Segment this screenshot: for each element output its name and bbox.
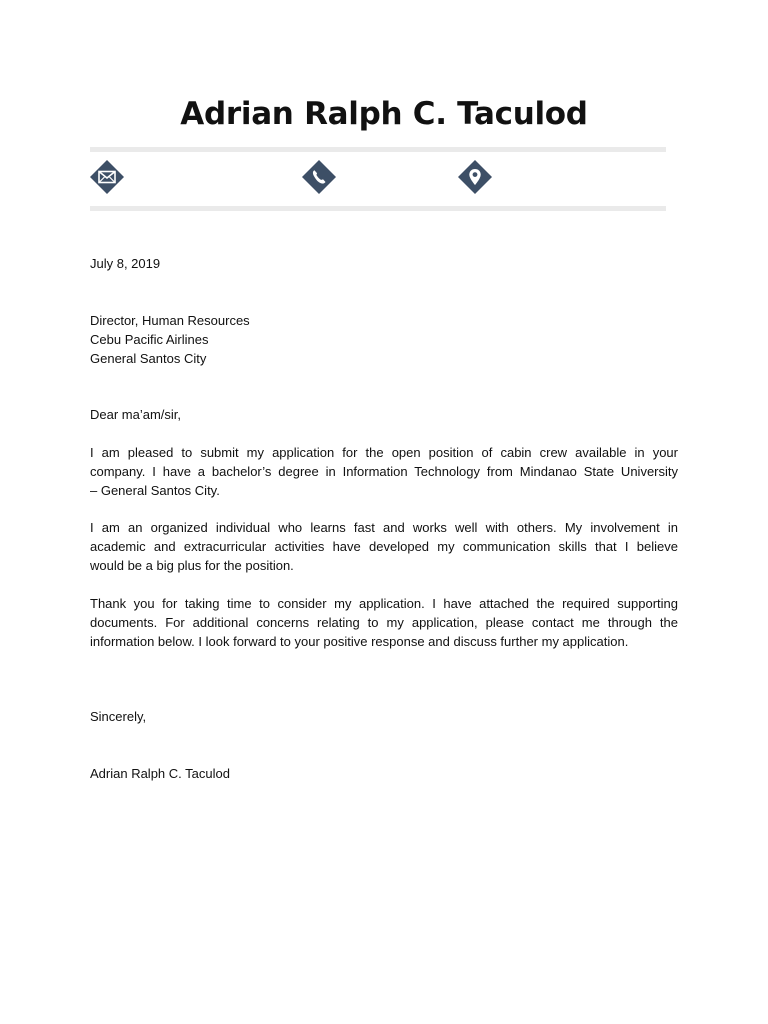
- recipient-title: Director, Human Resources: [90, 313, 250, 328]
- salutation: Dear ma’am/sir,: [90, 407, 182, 422]
- paragraph-line: information below. I look forward to your positive response and discuss further my application.: [90, 634, 629, 649]
- recipient-company: Cebu Pacific Airlines: [90, 332, 209, 347]
- envelope-icon: [90, 160, 124, 194]
- header-bottom-rule: [90, 206, 666, 211]
- paragraph-line: I am an organized individual who learns fast and works well with others. My involvement in: [90, 520, 678, 535]
- applicant-name-heading: Adrian Ralph C. Taculod: [180, 96, 588, 132]
- phone-icon: [302, 160, 336, 194]
- paragraph-line: I am pleased to submit my application for the open position of cabin crew available in your: [90, 445, 678, 460]
- paragraph-line: would be a big plus for the position.: [90, 558, 294, 573]
- paragraph-line: – General Santos City.: [90, 483, 220, 498]
- signature-name: Adrian Ralph C. Taculod: [90, 766, 230, 781]
- body-paragraph-2: [90, 518, 678, 575]
- closing: Sincerely,: [90, 709, 147, 724]
- recipient-city: General Santos City: [90, 351, 207, 366]
- paragraph-line: academic and extracurricular activities have developed my communication skills that I believe: [90, 539, 678, 554]
- body-paragraph-1: [90, 443, 678, 500]
- paragraph-line: Thank you for taking time to consider my application. I have attached the required supporting: [90, 596, 678, 611]
- body-paragraph-3: [90, 594, 678, 651]
- map-pin-icon: [458, 160, 492, 194]
- header-top-rule: [90, 147, 666, 152]
- letter-date: July 8, 2019: [90, 256, 161, 271]
- paragraph-line: company. I have a bachelor’s degree in Information Technology from Mindanao State University: [90, 464, 678, 479]
- paragraph-line: documents. For additional concerns relating to my application, please contact me through the: [90, 615, 678, 630]
